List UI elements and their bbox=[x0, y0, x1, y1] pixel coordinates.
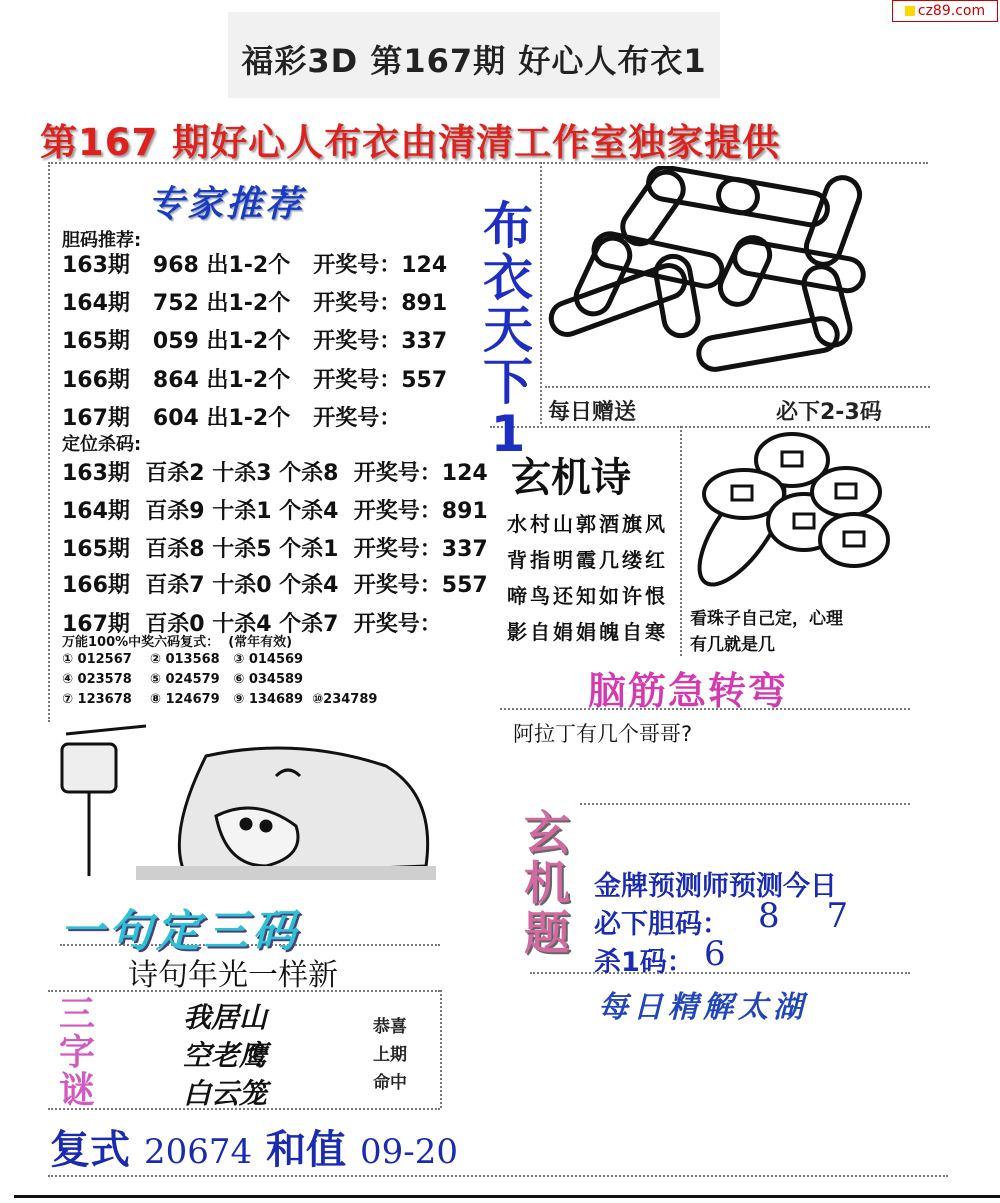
watermark-text: cz89.com bbox=[917, 3, 986, 19]
page-title: 福彩3D 第167期 好心人布衣1 bbox=[241, 42, 707, 80]
gold-dan-value: 8 7 bbox=[758, 896, 867, 936]
poem-line: 背指明霞几缕红 bbox=[507, 548, 668, 572]
dan-row: 163期 968 出1-2个 开奖号：124 bbox=[62, 253, 448, 278]
gold-kill-label: 杀1码： bbox=[594, 947, 694, 978]
kill-row: 164期 百杀9 十杀1 个杀4 开奖号：891 bbox=[62, 499, 488, 524]
riddle-line: 空老鹰 bbox=[182, 1039, 267, 1072]
poem-line: 水村山郭酒旗风 bbox=[507, 512, 668, 536]
three-char-riddle-label: 三字谜 bbox=[58, 994, 95, 1111]
dan-row: 166期 864 出1-2个 开奖号：557 bbox=[62, 368, 448, 393]
compound-value: 20674 bbox=[143, 1132, 253, 1172]
kill-row: 163期 百杀2 十杀3 个杀8 开奖号：124 bbox=[62, 461, 488, 486]
congrats-line: 恭喜 bbox=[373, 1017, 407, 1037]
beads-note-line: 有几就是几 bbox=[690, 635, 775, 655]
dan-row: 164期 752 出1-2个 开奖号：891 bbox=[62, 291, 448, 316]
riddle-line: 我居山 bbox=[182, 1001, 267, 1034]
brain-teaser-question: 阿拉丁有几个哥哥? bbox=[513, 722, 693, 746]
kill-label: 定位杀码: bbox=[62, 434, 142, 455]
dan-label: 胆码推荐: bbox=[62, 230, 142, 251]
xuanji-ti-label: 玄机题 bbox=[524, 806, 570, 960]
gold-dan-label: 必下胆码： bbox=[594, 909, 729, 940]
beads-note-line: 看珠子自己定，心理 bbox=[690, 609, 843, 629]
divider bbox=[48, 162, 50, 722]
poem-heading: 玄机诗 bbox=[511, 455, 631, 501]
watermark-square-icon bbox=[905, 6, 915, 16]
five-five-logo bbox=[548, 166, 888, 382]
compound-label: 复式 bbox=[50, 1127, 130, 1173]
gold-line: 金牌预测师预测今日 bbox=[594, 871, 837, 902]
divider bbox=[48, 162, 928, 164]
divider bbox=[680, 426, 682, 656]
divider bbox=[545, 386, 930, 388]
dan-row: 167期 604 出1-2个 开奖号： bbox=[62, 406, 402, 431]
gold-kill-value: 6 bbox=[704, 934, 744, 974]
poem-line: 啼鸟还知如许恨 bbox=[507, 584, 668, 608]
congrats-line: 命中 bbox=[373, 1073, 407, 1093]
site-watermark[interactable] bbox=[892, 0, 998, 22]
six-code-row: ⑦ 123678 ⑧ 124679 ⑨ 134689 ⑩234789 bbox=[62, 692, 378, 707]
sum-value: 09-20 bbox=[359, 1132, 458, 1172]
divider bbox=[580, 803, 910, 805]
dan-row: 165期 059 出1-2个 开奖号：337 bbox=[62, 329, 448, 354]
beads-illustration bbox=[692, 430, 892, 600]
kill-row: 167期 百杀0 十杀4 个杀7 开奖号： bbox=[62, 612, 442, 637]
divider bbox=[440, 990, 442, 1108]
kill-row: 165期 百杀8 十杀5 个杀1 开奖号：337 bbox=[62, 537, 488, 562]
kill-row: 166期 百杀7 十杀0 个杀4 开奖号：557 bbox=[62, 573, 488, 598]
expert-heading: 专家推荐 bbox=[148, 184, 305, 225]
one-line-three-codes-heading: 一句定三码 bbox=[60, 906, 300, 957]
poem-line: 影自娟娟魄自寒 bbox=[507, 620, 668, 644]
divider bbox=[490, 426, 930, 428]
six-code-row: ④ 023578 ⑤ 024579 ⑥ 034589 bbox=[62, 672, 304, 687]
brain-teaser-heading: 脑筋急转弯 bbox=[588, 669, 789, 713]
gift-count: 必下2-3码 bbox=[776, 400, 882, 425]
congrats-line: 上期 bbox=[373, 1045, 407, 1065]
six-code-title: 万能100%中奖六码复式： (常年有效) bbox=[62, 635, 293, 650]
six-code-row: ① 012567 ② 013568 ③ 014569 bbox=[62, 652, 304, 667]
riddle-line: 白云笼 bbox=[182, 1077, 267, 1110]
gift-label: 每日赠送 bbox=[548, 400, 637, 425]
daily-taihu-heading: 每日精解太湖 bbox=[598, 990, 808, 1025]
buyi-vertical-title: 布衣天下1 bbox=[483, 197, 533, 463]
sum-label: 和值 bbox=[266, 1127, 347, 1173]
compound-line bbox=[50, 1118, 458, 1175]
banner-heading: 第167 期好心人布衣由清清工作室独家提供 bbox=[40, 121, 781, 164]
patient-cartoon bbox=[56, 716, 446, 886]
divider bbox=[48, 1175, 948, 1177]
verse-line: 诗句年光一样新 bbox=[128, 958, 338, 993]
